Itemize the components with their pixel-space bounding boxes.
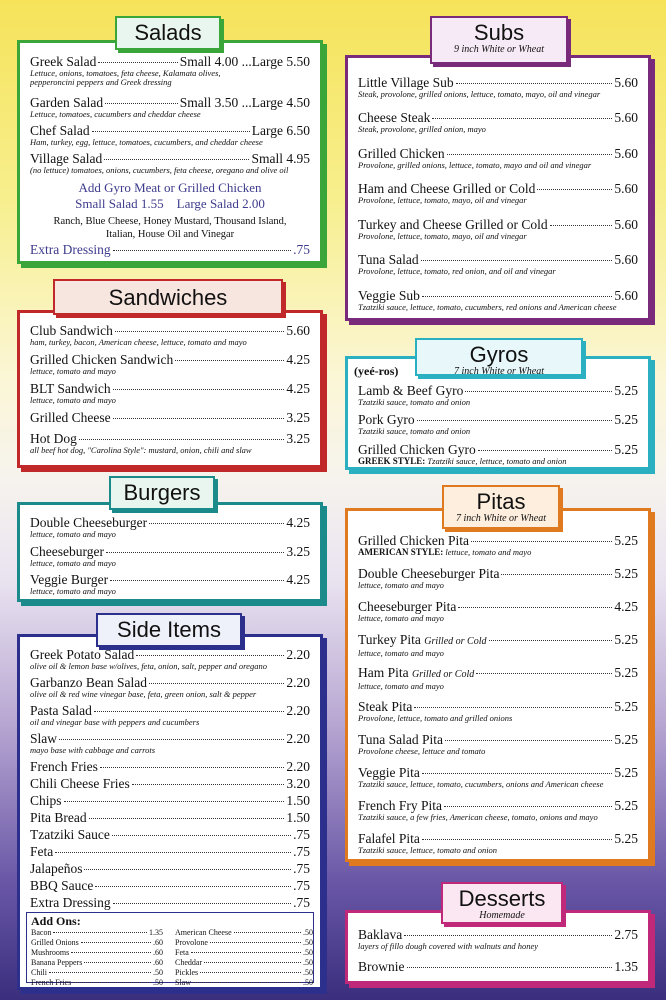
style-label: GREEK STYLE: [358, 457, 426, 466]
item-price: 4.25 [614, 599, 638, 614]
addon-name: Slaw [175, 978, 191, 987]
menu-item [358, 699, 638, 723]
item-name: Chef Salad [30, 123, 90, 138]
gyros-title-text: Gyros [469, 342, 529, 367]
menu-item [358, 181, 638, 205]
item-name: Pork Gyro [358, 412, 415, 427]
item-price: 2.20 [286, 647, 310, 662]
item-price: 2.20 [286, 703, 310, 718]
item-desc: Lettuce, onions, tomatoes, feta cheese, Kalamata olives, [30, 69, 221, 78]
addons-left [31, 928, 163, 988]
menu-item [358, 146, 638, 170]
item-price: 3.25 [286, 544, 310, 559]
pitas-title [442, 485, 560, 529]
menu-item [30, 572, 310, 596]
item-desc: Tzatziki sauce, lettuce, tomato and onion [358, 846, 498, 855]
menu-item [30, 810, 310, 825]
item-price: 2.20 [286, 759, 310, 774]
dressings-line: Italian, House Oil and Vinegar [105, 229, 235, 240]
addon-name: Banana Peppers [31, 958, 83, 967]
item-price: 2.75 [614, 927, 638, 942]
menu-item [30, 95, 310, 119]
addon-price: .50 [303, 968, 313, 977]
menu-item [358, 288, 638, 312]
gyros-title [415, 338, 583, 376]
item-desc: Tzatziki sauce, a few fries, American cheese, tomato, onions and mayo [358, 813, 598, 822]
menu-item [358, 442, 638, 466]
item-desc: ham, turkey, bacon, American cheese, lettuce, tomato and mayo [30, 338, 247, 347]
item-price: 5.25 [614, 566, 638, 581]
item-name: Veggie Pita [358, 765, 420, 780]
menu-item [30, 675, 310, 699]
item-desc: Ham, turkey, egg, lettuce, tomatoes, cucumbers, and cheddar cheese [30, 138, 263, 147]
desserts-subtitle: Homemade [479, 910, 525, 921]
item-name: Tuna Salad Pita [358, 732, 444, 747]
addon-price: .50 [303, 978, 313, 987]
menu-item [358, 765, 638, 789]
add-gyro-note [30, 180, 310, 212]
menu-item [358, 75, 638, 99]
menu-item [358, 533, 638, 557]
item-price: 5.25 [614, 442, 638, 457]
addon-item [31, 948, 163, 958]
item-name: Ham and Cheese Grilled or Cold [358, 181, 536, 196]
item-desc: mayo base with cabbage and carrots [30, 746, 156, 755]
menu-item [358, 566, 638, 590]
item-name: Cheeseburger Pita [358, 599, 457, 614]
item-name: BLT Sandwich [30, 381, 111, 396]
item-name: Club Sandwich [30, 323, 113, 338]
item-name: Feta [30, 844, 54, 859]
menu-item [358, 383, 638, 407]
item-name: Tuna Salad [358, 252, 419, 267]
item-price: 5.60 [614, 146, 638, 161]
item-name: Chips [30, 793, 62, 808]
item-name: Grilled Cheese [30, 410, 111, 425]
addon-item [31, 968, 163, 978]
addon-price: .60 [153, 938, 163, 947]
dressings-list [30, 215, 310, 241]
menu-item [30, 827, 310, 842]
addon-price: .50 [303, 938, 313, 947]
menu-item [30, 844, 310, 859]
menu-item [358, 959, 638, 974]
addon-price: .60 [153, 958, 163, 967]
subs-subtitle: 9 inch White or Wheat [454, 44, 544, 55]
item-desc: Steak, provolone, grilled onion, mayo [358, 125, 486, 134]
item-price: 4.25 [286, 515, 310, 530]
item-name: Veggie Sub [358, 288, 420, 303]
item-name: Little Village Sub [358, 75, 454, 90]
item-price: .75 [293, 878, 310, 893]
item-name: Grilled Chicken Gyro [358, 442, 476, 457]
item-desc: lettuce, tomato and mayo [358, 649, 444, 658]
item-desc: olive oil & lemon base w/olives, feta, onion, salt, pepper and oregano [30, 662, 267, 671]
menu-item [30, 861, 310, 876]
item-desc: lettuce, tomato and mayo [30, 587, 116, 596]
item-price: 5.25 [614, 632, 638, 647]
item-name: Double Cheeseburger Pita [358, 566, 500, 581]
menu-item [30, 323, 310, 347]
item-desc: (no lettuce) tomatoes, onions, cucumbers, feta cheese, oregano and olive oil [30, 166, 289, 175]
item-price: Small 3.50 ...Large 4.50 [179, 95, 310, 110]
item-price: Small 4.95 [251, 151, 310, 166]
item-note: Grilled or Cold [412, 669, 475, 680]
pitas-section [345, 508, 651, 862]
item-name: Pita Bread [30, 810, 87, 825]
item-name: Cheeseburger [30, 544, 104, 559]
item-name: Chili Cheese Fries [30, 776, 130, 791]
menu-item [30, 544, 310, 568]
item-price: 5.25 [614, 699, 638, 714]
subs-section [345, 55, 651, 321]
item-desc: olive oil & red wine vinegar base, feta, green onion, salt & pepper [30, 690, 257, 699]
item-price: 5.25 [614, 732, 638, 747]
item-desc: Provolone, lettuce, tomato, mayo, oil and vinegar [358, 232, 527, 241]
add-gyro-prices: Small Salad 1.55 Large Salad 2.00 [75, 196, 265, 211]
addon-name: French Fries [31, 978, 72, 987]
addon-price: .50 [153, 978, 163, 987]
item-desc: Provolone cheese, lettuce and tomato [358, 747, 486, 756]
item-name: Extra Dressing [30, 895, 111, 910]
item-price: 5.25 [614, 831, 638, 846]
menu-item [358, 831, 638, 855]
menu-item [30, 123, 310, 147]
item-name: French Fries [30, 759, 98, 774]
item-desc: Tzatziki sauce, tomato and onion [358, 398, 471, 407]
menu-item [30, 759, 310, 774]
addon-item [31, 938, 163, 948]
item-name: Grilled Chicken [358, 146, 445, 161]
item-name: Falafel Pita [358, 831, 420, 846]
sides-title: Side Items [96, 613, 242, 647]
item-desc: lettuce, tomato and mayo [358, 682, 444, 691]
item-name: Jalapeños [30, 861, 83, 876]
item-price: 5.25 [614, 798, 638, 813]
pitas-title-text: Pitas [476, 489, 526, 514]
item-price: 5.25 [614, 765, 638, 780]
addon-item [31, 928, 163, 938]
item-price: 2.20 [286, 731, 310, 746]
menu-item [30, 703, 310, 727]
menu-item [358, 252, 638, 276]
burgers-title: Burgers [109, 476, 215, 510]
menu-item [30, 54, 310, 87]
item-name: Garbanzo Bean Salad [30, 675, 147, 690]
item-desc: all beef hot dog, "Carolina Style": mustard, onion, chili and slaw [30, 446, 252, 455]
item-price: 5.60 [614, 217, 638, 232]
item-price: 4.25 [286, 381, 310, 396]
item-desc: Tzatziki sauce, lettuce, tomato, cucumbers, onions and American cheese [358, 780, 604, 789]
item-price: 5.60 [614, 288, 638, 303]
add-gyro-text: Add Gyro Meat or Grilled Chicken [78, 180, 262, 195]
item-desc: Provolone, lettuce, tomato, mayo, oil and vinegar [358, 196, 527, 205]
item-name: French Fry Pita [358, 798, 442, 813]
item-price: 2.20 [286, 675, 310, 690]
item-price: .75 [293, 827, 310, 842]
addon-name: Mushrooms [31, 948, 70, 957]
item-desc: lettuce, tomato and mayo [30, 559, 116, 568]
menu-item [30, 895, 310, 910]
item-price: 5.60 [614, 181, 638, 196]
item-name: Steak Pita [358, 699, 413, 714]
addon-price: .50 [153, 968, 163, 977]
addon-name: Cheddar [175, 958, 203, 967]
item-name: Hot Dog [30, 431, 77, 446]
item-name: Lamb & Beef Gyro [358, 383, 464, 398]
item-price: Large 6.50 [251, 123, 310, 138]
dressings-line: Ranch, Blue Cheese, Honey Mustard, Thousand Island, [53, 216, 287, 227]
menu-item [358, 732, 638, 756]
item-price: 5.25 [614, 412, 638, 427]
item-name: Double Cheeseburger [30, 515, 148, 530]
menu-item [30, 647, 310, 671]
item-name: Ham Pita [358, 665, 409, 680]
item-name: Turkey and Cheese Grilled or Cold [358, 217, 548, 232]
item-desc: Provolone, grilled onions, lettuce, tomato, mayo and oil and vinegar [358, 161, 592, 170]
item-desc: lettuce, tomato and mayo [358, 614, 444, 623]
sandwiches-section [17, 310, 323, 468]
addon-item [175, 978, 313, 988]
item-price: 1.50 [286, 810, 310, 825]
subs-title-text: Subs [473, 20, 525, 45]
item-name: Village Salad [30, 151, 103, 166]
item-price: .75 [293, 861, 310, 876]
extra-dressing [30, 242, 310, 257]
addon-price: .60 [153, 948, 163, 957]
item-desc: Provolone, lettuce, tomato, red onion, and oil and vinegar [358, 267, 556, 276]
menu-item [358, 412, 638, 436]
menu-item [30, 515, 310, 539]
item-name: Greek Salad [30, 54, 97, 69]
item-name: BBQ Sauce [30, 878, 94, 893]
item-name: Pasta Salad [30, 703, 92, 718]
item-price: 1.50 [286, 793, 310, 808]
item-price: 5.60 [286, 323, 310, 338]
pitas-subtitle: 7 inch White or Wheat [456, 513, 546, 524]
item-name: Slaw [30, 731, 57, 746]
item-price: 5.60 [614, 75, 638, 90]
item-name: Grilled Chicken Sandwich [30, 352, 174, 367]
addon-name: Bacon [31, 928, 52, 937]
menu-item [358, 217, 638, 241]
addon-item [31, 958, 163, 968]
item-name: Garden Salad [30, 95, 104, 110]
style-label: AMERICAN STYLE: [358, 548, 444, 557]
burgers-section [17, 502, 323, 602]
menu-item [30, 151, 310, 175]
item-price: 5.60 [614, 110, 638, 125]
item-desc: Lettuce, tomatoes, cucumbers and cheddar cheese [30, 110, 201, 119]
item-desc: Tzatziki sauce, lettuce, tomato, cucumbers, red onions and American cheese [358, 303, 617, 312]
sides-section [17, 634, 323, 990]
addon-name: Pickles [175, 968, 199, 977]
subs-title [430, 16, 568, 64]
desserts-title [441, 882, 563, 924]
addons-right [175, 928, 313, 988]
menu-item [358, 665, 638, 691]
addon-item [175, 958, 313, 968]
item-desc: lettuce, tomato and mayo [445, 548, 532, 557]
menu-item [30, 731, 310, 755]
menu-item [30, 776, 310, 791]
item-desc: oil and vinegar base with peppers and cucumbers [30, 718, 200, 727]
menu-item [30, 878, 310, 893]
item-name: Veggie Burger [30, 572, 109, 587]
addon-item [175, 928, 313, 938]
addon-item [175, 968, 313, 978]
item-name: Extra Dressing [30, 242, 111, 257]
item-desc: layers of fillo dough covered with walnuts and honey [358, 942, 539, 951]
salads-section [17, 40, 323, 264]
addon-item [31, 978, 163, 988]
addon-item [175, 948, 313, 958]
item-price: 5.25 [614, 383, 638, 398]
item-price: .75 [293, 242, 310, 257]
item-desc: Provolone, lettuce, tomato and grilled onions [358, 714, 513, 723]
item-price: Small 4.00 ...Large 5.50 [179, 54, 310, 69]
menu-item [358, 927, 638, 951]
item-desc: Steak, provolone, grilled onions, lettuce, tomato, mayo, oil and vinegar [358, 90, 601, 99]
item-desc: pepperoncini peppers and Greek dressing [30, 78, 172, 87]
item-name: Turkey Pita [358, 632, 421, 647]
item-name: Baklava [358, 927, 403, 942]
menu-item [30, 410, 310, 425]
menu-item [30, 381, 310, 405]
menu-item [30, 793, 310, 808]
menu-item [30, 352, 310, 376]
menu-item [358, 110, 638, 134]
menu-item [358, 798, 638, 822]
item-name: Greek Potato Salad [30, 647, 135, 662]
menu-item [358, 599, 638, 623]
addon-name: Provolone [175, 938, 208, 947]
menu-item [358, 632, 638, 658]
item-price: 3.25 [286, 431, 310, 446]
item-desc: lettuce, tomato and mayo [30, 396, 116, 405]
item-price: 1.35 [614, 959, 638, 974]
item-desc: lettuce, tomato and mayo [30, 530, 116, 539]
gyros-subtitle: 7 inch White or Wheat [454, 366, 544, 377]
item-price: 4.25 [286, 572, 310, 587]
sandwiches-title: Sandwiches [53, 279, 283, 315]
item-desc: Tzatziki sauce, lettuce, tomato and onion [427, 457, 567, 466]
desserts-title-text: Desserts [458, 886, 546, 911]
menu-item [30, 431, 310, 455]
addon-price: .50 [303, 958, 313, 967]
addon-name: Chili [31, 968, 48, 977]
item-desc: Tzatziki sauce, tomato and onion [358, 427, 471, 436]
item-name: Tzatziki Sauce [30, 827, 110, 842]
item-price: 5.60 [614, 252, 638, 267]
item-price: 3.25 [286, 410, 310, 425]
salads-title: Salads [115, 16, 221, 50]
item-note: Grilled or Cold [424, 636, 487, 647]
addon-price: 1.35 [149, 928, 163, 937]
item-price: 5.25 [614, 533, 638, 548]
item-name: Grilled Chicken Pita [358, 533, 469, 548]
item-name: Brownie [358, 959, 405, 974]
addons-title: Add Ons: [31, 914, 81, 928]
addon-name: Grilled Onions [31, 938, 79, 947]
item-price: .75 [293, 844, 310, 859]
item-name: Cheese Steak [358, 110, 431, 125]
addons-panel [26, 912, 314, 987]
gyros-pronunciation: (yeé-ros) [354, 364, 399, 378]
addon-price: .50 [303, 948, 313, 957]
item-desc: lettuce, tomato and mayo [358, 581, 444, 590]
item-price: 4.25 [286, 352, 310, 367]
item-price: 3.20 [286, 776, 310, 791]
item-price: .75 [293, 895, 310, 910]
addon-price: .50 [303, 928, 313, 937]
addon-name: American Cheese [175, 928, 232, 937]
item-price: 5.25 [614, 665, 638, 680]
item-desc: lettuce, tomato and mayo [30, 367, 116, 376]
addon-name: Feta [175, 948, 189, 957]
addon-item [175, 938, 313, 948]
